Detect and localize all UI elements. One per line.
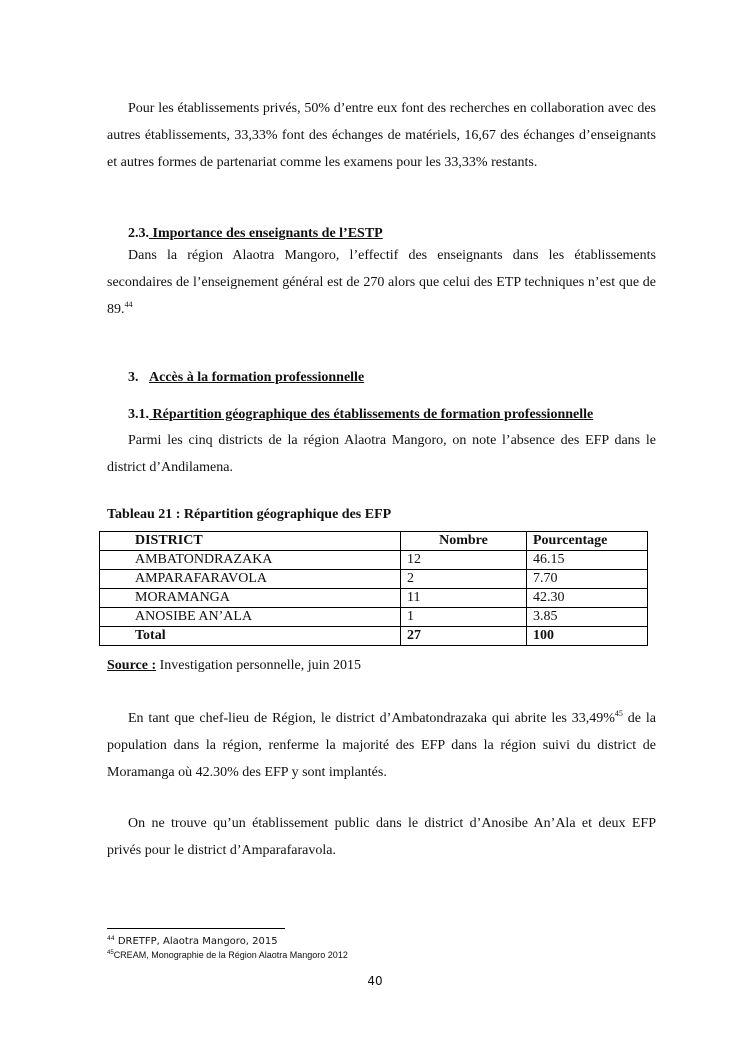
source-label: Source : (107, 658, 157, 673)
footnote-separator (107, 928, 285, 929)
paragraph-text-cont: de la population dans la région, renferme la majorité des EFP dans la région suivi du district de Moramanga où 42.30% des EFP y sont implantés. (107, 711, 656, 780)
footnote-ref: 45 (614, 709, 623, 718)
footnote-text: DRETFP, Alaotra Mangoro, 2015 (114, 936, 278, 947)
cell-pourcentage: 3.85 (527, 608, 648, 627)
table-row (100, 570, 648, 589)
efp-distribution-table (99, 531, 648, 646)
section-title: Importance des enseignants de l’ESTP (149, 226, 383, 241)
paragraph-teachers (107, 242, 656, 323)
page-number: 40 (367, 974, 383, 988)
section-heading-3-1 (128, 406, 593, 424)
footnote-45 (107, 950, 348, 960)
cell-district: AMPARAFARAVOLA (100, 570, 401, 589)
cell-total-pourcentage: 100 (527, 627, 648, 646)
table-row (100, 551, 648, 570)
source-text: Investigation personnelle, juin 2015 (156, 658, 362, 673)
paragraph-anosibe: On ne trouve qu’un établissement public dans le district d’Anosibe An’Ala et deux EFP privés pour le district d’Amparafaravola. (107, 816, 656, 858)
section-title: Répartition géographique des établissements de formation professionnelle (149, 407, 594, 422)
paragraph-text: Dans la région Alaotra Mangoro, l’effectif des enseignants dans les établissements secondaires de l’enseignement général est de 270 alors que celui des ETP techniques n’est que de 89. (107, 248, 656, 317)
footnote-number: 45 (107, 950, 114, 956)
paragraph-text: En tant que chef-lieu de Région, le district d’Ambatondrazaka qui abrite les 33,49% (128, 711, 615, 726)
footnote-number: 44 (107, 935, 115, 942)
table-row (100, 608, 648, 627)
cell-pourcentage: 42.30 (527, 589, 648, 608)
paragraph-private-establishments: Pour les établissements privés, 50% d’entre eux font des recherches en collaboration avec des autres établissements, 33,33% font des échanges de matériels, 16,67 des échanges d’enseignants et autres formes de partenariat comme les examens pour les 33,33% restants. (107, 101, 656, 170)
section-heading-2-3 (128, 225, 383, 243)
section-heading-3 (128, 369, 364, 387)
section-number: 3.1. (128, 407, 149, 422)
cell-district: MORAMANGA (100, 589, 401, 608)
section-number: 3. (128, 370, 139, 385)
table-total-row (100, 627, 648, 646)
cell-district: ANOSIBE AN’ALA (100, 608, 401, 627)
cell-nombre: 2 (401, 570, 527, 589)
footnote-ref: 44 (124, 300, 133, 309)
table-caption: Tableau 21 : Répartition géographique des EFP (107, 507, 392, 522)
cell-district: AMBATONDRAZAKA (100, 551, 401, 570)
header-district: DISTRICT (100, 532, 401, 551)
header-pourcentage: Pourcentage (527, 532, 648, 551)
table-header-row (100, 532, 648, 551)
cell-nombre: 1 (401, 608, 527, 627)
cell-total-nombre: 27 (401, 627, 527, 646)
cell-nombre: 12 (401, 551, 527, 570)
cell-pourcentage: 46.15 (527, 551, 648, 570)
section-title: Accès à la formation professionnelle (149, 370, 365, 385)
footnote-44 (107, 936, 278, 947)
cell-nombre: 11 (401, 589, 527, 608)
table-row (100, 589, 648, 608)
cell-pourcentage: 7.70 (527, 570, 648, 589)
cell-total-label: Total (100, 627, 401, 646)
footnote-text: CREAM, Monographie de la Région Alaotra Mangoro 2012 (113, 950, 348, 960)
paragraph-ambatondrazaka (107, 705, 656, 786)
section-number: 2.3. (128, 226, 149, 241)
paragraph-districts: Parmi les cinq districts de la région Alaotra Mangoro, on note l’absence des EFP dans le district d’Andilamena. (107, 433, 656, 475)
table-source (107, 658, 361, 674)
header-nombre: Nombre (401, 532, 527, 551)
